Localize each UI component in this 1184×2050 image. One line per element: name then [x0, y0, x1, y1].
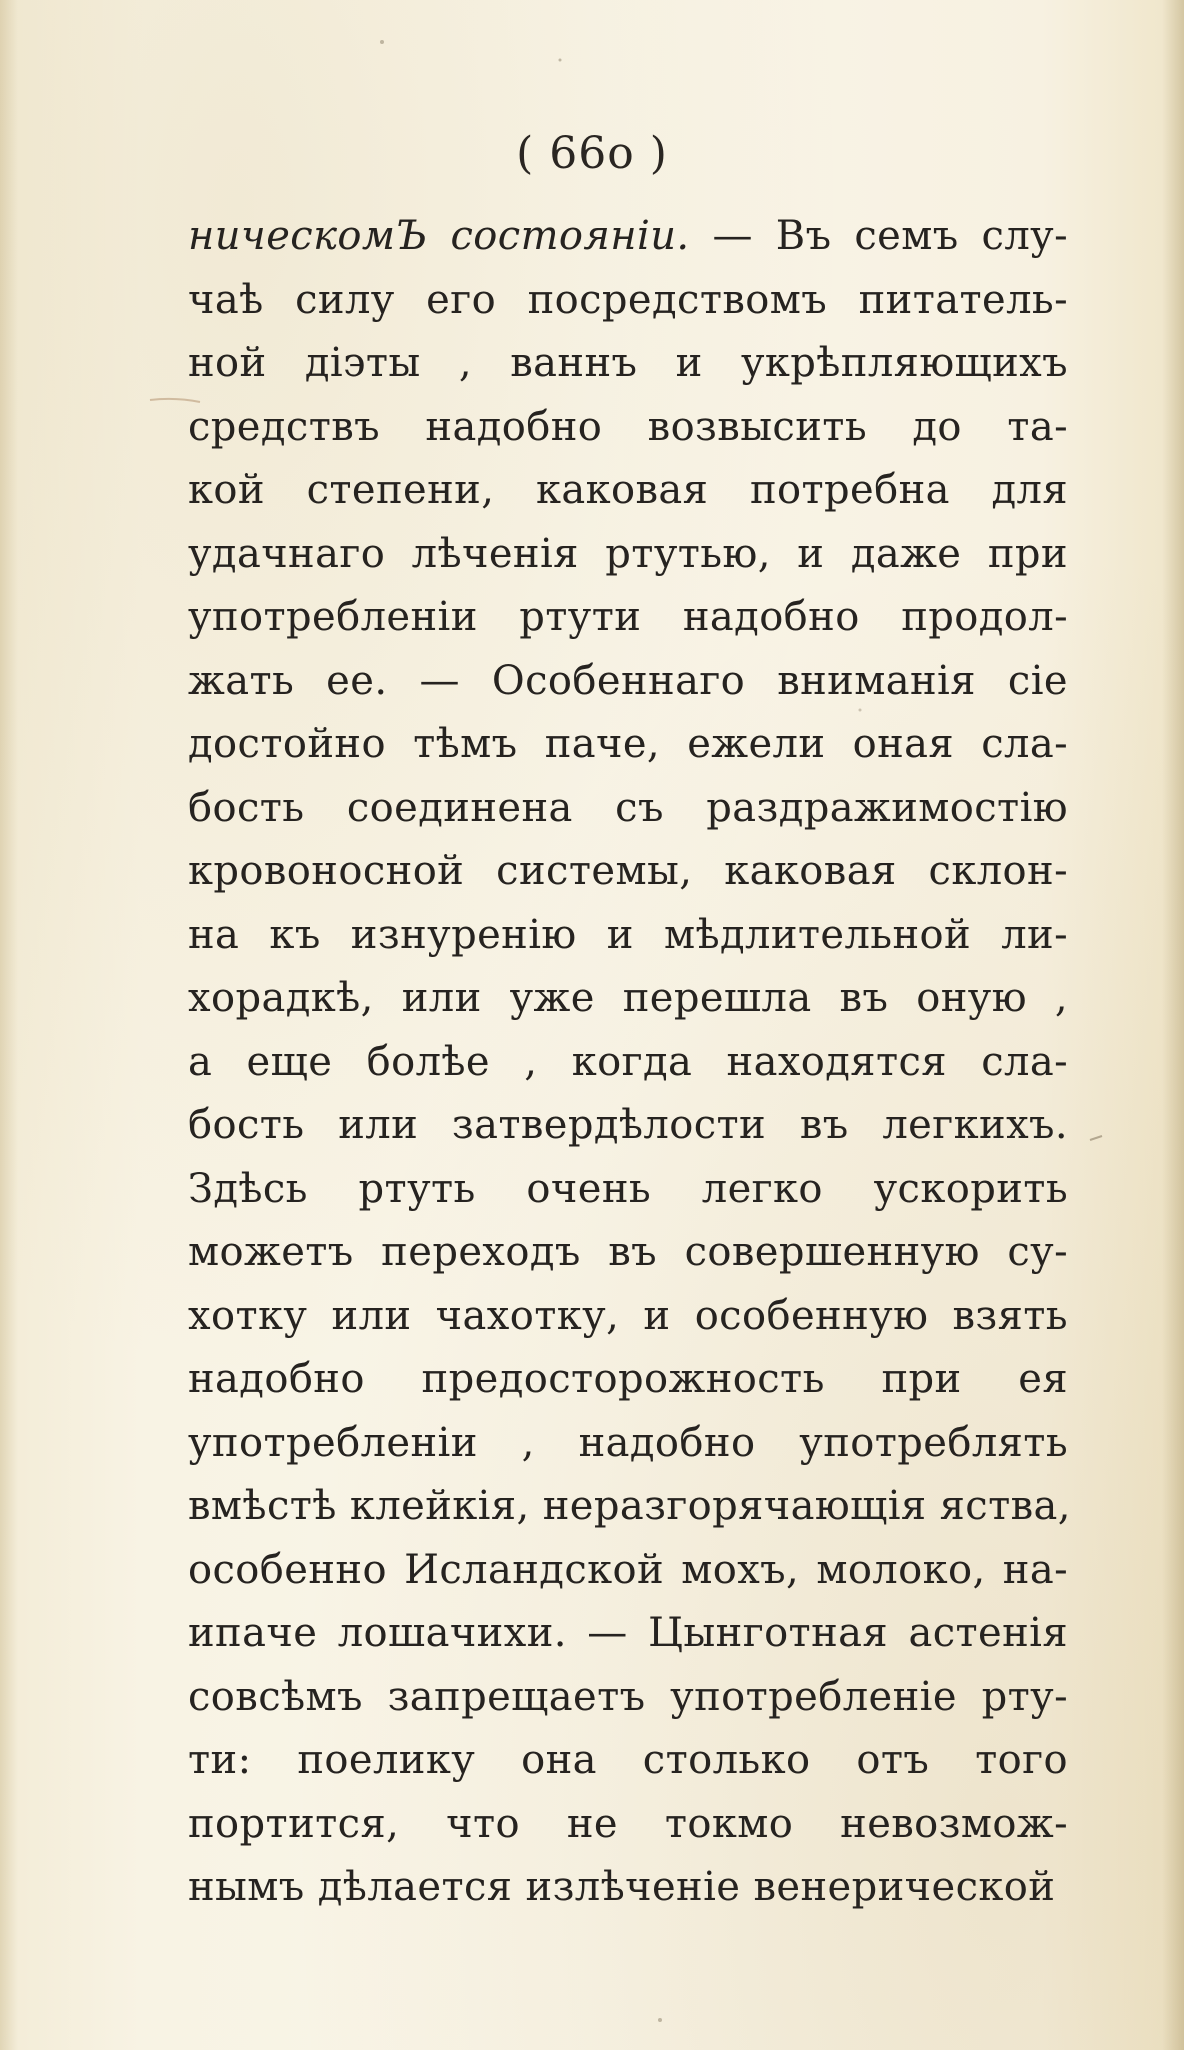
text-line: ти: поелику она столько отъ того [188, 1737, 1068, 1783]
text-line: нымъ дѣлается излѣченiе венерической [188, 1864, 1056, 1910]
text-line: надобно предосторожность при ея [188, 1356, 1068, 1402]
text-line: Здѣсь ртуть очень легко ускорить [188, 1165, 1068, 1212]
text-line: кровоносной системы, каковая склон- [188, 848, 1068, 894]
text-line: особенно Исландской мохъ, молоко, на- [188, 1546, 1068, 1593]
text-line: чаѣ силу его посредствомъ питатель- [188, 276, 1068, 323]
text-line: ной дiэты , ваннъ и укрѣпляющихъ [188, 340, 1068, 386]
body-text [188, 205, 1071, 1920]
page-right-edge-shading [1162, 0, 1184, 2050]
text-line: совсѣмъ запрещаетъ употребленiе рту- [188, 1673, 1068, 1720]
text-line-rest: — Въ семъ слу- [689, 213, 1068, 259]
text-line: портится, что не токмо невозмож- [188, 1800, 1068, 1847]
text-line: употребленiи ртути надобно продол- [188, 594, 1068, 640]
text-line: достойно тѣмъ паче, ежели оная сла- [188, 721, 1068, 767]
text-line: ипаче лошачихи. — Цынготная астенiя [188, 1610, 1068, 1656]
text-line: а еще болѣе , когда находятся сла- [188, 1038, 1068, 1085]
page-left-edge-shading [0, 0, 18, 2050]
text-line [188, 205, 1068, 269]
text-line: жать ее. — Особеннаго вниманiя сiе [188, 657, 1068, 704]
text-line: вмѣстѣ клейкiя, неразгорячающiя яства, [188, 1483, 1071, 1529]
page-number: ( 66о ) [516, 128, 668, 179]
text-line: бость соединена съ раздражимостiю [188, 784, 1068, 831]
text-line: средствъ надобно возвысить до та- [188, 403, 1068, 450]
text-line: удачнаго лѣченiя ртутью, и даже при [188, 530, 1068, 577]
text-line-italic: ническомЪ состоянiи. [188, 213, 690, 259]
text-line: бость или затвердѣлости въ легкихъ. [188, 1102, 1068, 1148]
text-line: употребленiи , надобно употреблять [188, 1419, 1068, 1466]
text-line: можетъ переходъ въ совершенную су- [188, 1229, 1068, 1275]
text-line: на къ изнуренiю и мѣдлительной ли- [188, 911, 1068, 958]
text-line: кой степени, каковая потребна для [188, 467, 1068, 513]
text-line: хорадкѣ, или уже перешла въ оную , [188, 975, 1068, 1021]
text-line: хотку или чахотку, и особенную взять [188, 1292, 1068, 1339]
